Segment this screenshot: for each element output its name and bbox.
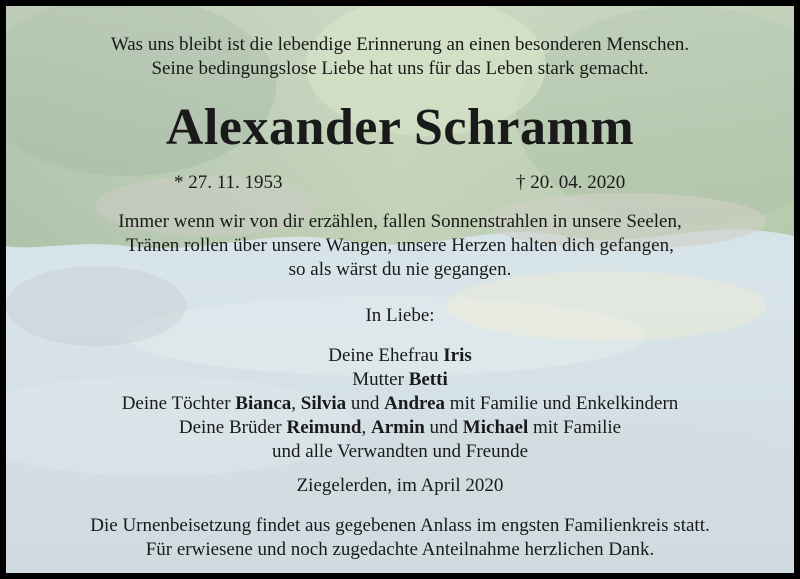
intro-line: Was uns bleibt ist die lebendige Erinnerung an einen besonderen Menschen. [110, 34, 690, 55]
death-date: † 20. 04. 2020 [516, 172, 626, 193]
conjunction: und [424, 417, 463, 438]
notice-line: Die Urnenbeisetzung findet aus gegebenen Anlass im engsten Familienkreis statt. [90, 515, 710, 536]
conjunction: und [346, 393, 385, 414]
intro-line: Seine bedingungslose Liebe hat uns für das Leben stark gemacht. [151, 58, 649, 79]
separator: , [291, 393, 301, 414]
notice-line: Für erwiesene und noch zugedachte Anteilnahme herzlichen Dank. [145, 539, 655, 560]
family-list [6, 344, 794, 464]
deceased-name: Alexander Schramm [165, 99, 635, 156]
funeral-notice [6, 514, 794, 562]
brother-name: Armin [370, 417, 425, 438]
intro-text [6, 33, 794, 81]
birth-date: * 27. 11. 1953 [174, 172, 283, 193]
poem-line: so als wärst du nie gegangen. [288, 259, 512, 280]
daughter-name: Silvia [300, 393, 347, 414]
separator: , [361, 417, 371, 438]
poem-line: Immer wenn wir von dir erzählen, fallen Sonnenstrahlen in unsere Seelen, [118, 211, 682, 232]
wife-name: Iris [443, 345, 472, 366]
in-love-heading: In Liebe: [365, 305, 435, 326]
family-line-daughters [6, 392, 794, 416]
brothers-prefix: Deine Brüder [178, 417, 287, 438]
brothers-suffix: mit Familie [528, 417, 622, 438]
family-line-wife [6, 344, 794, 368]
family-line-relatives: und alle Verwandten und Freunde [271, 441, 529, 462]
mother-prefix: Mutter [352, 369, 409, 390]
daughters-prefix: Deine Töchter [121, 393, 236, 414]
mother-name: Betti [408, 369, 448, 390]
daughters-suffix: mit Familie und Enkelkindern [445, 393, 679, 414]
daughter-name: Bianca [235, 393, 292, 414]
obituary-text [6, 6, 794, 573]
daughter-name: Andrea [384, 393, 446, 414]
place-date: Ziegelerden, im April 2020 [296, 475, 504, 496]
poem-line: Tränen rollen über unsere Wangen, unsere Herzen halten dich gefangen, [126, 235, 674, 256]
wife-prefix: Deine Ehefrau [328, 345, 444, 366]
family-line-mother [6, 368, 794, 392]
brother-name: Reimund [286, 417, 362, 438]
family-line-brothers [6, 416, 794, 440]
brother-name: Michael [462, 417, 529, 438]
poem [6, 210, 794, 282]
